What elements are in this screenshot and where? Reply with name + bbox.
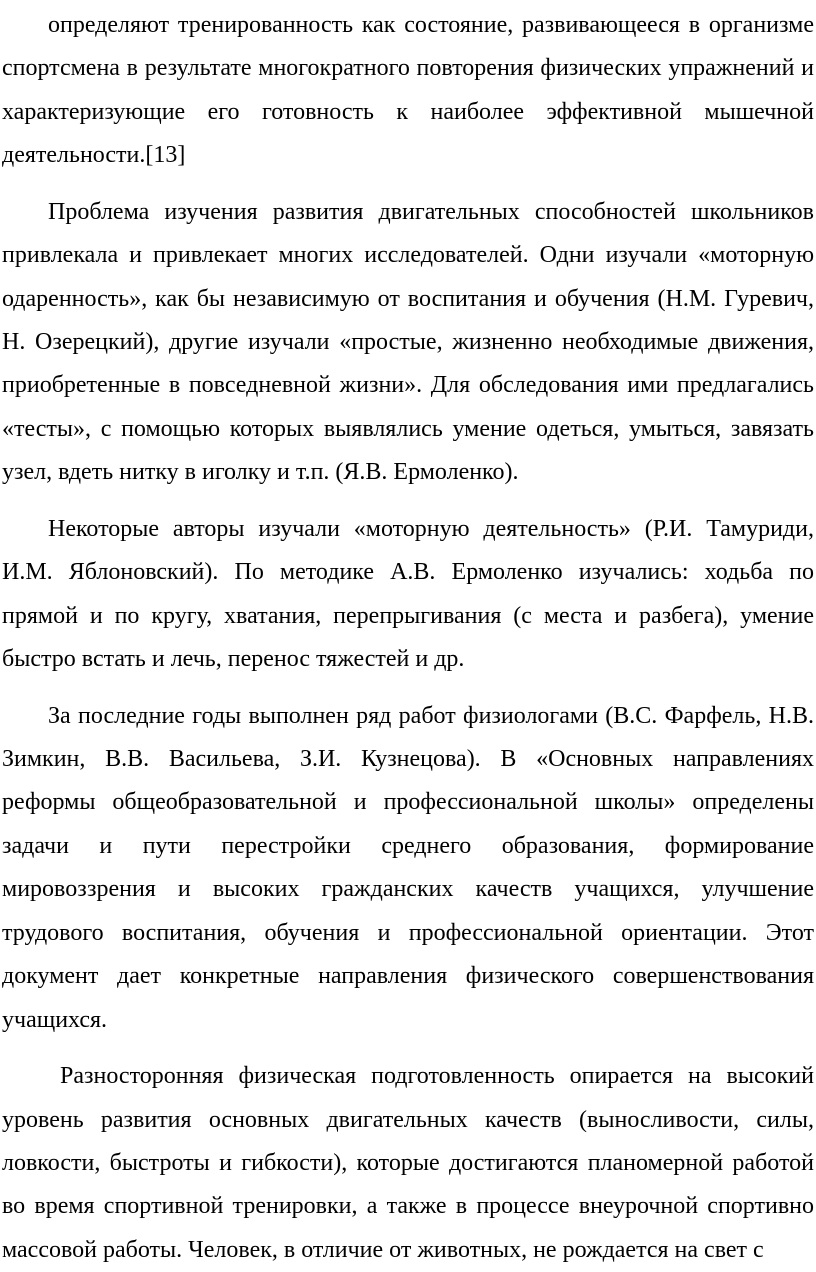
paragraph-2: Проблема изучения развития двигательных способностей школьников привлекала и привлекает многих исследователей. Одни изучали «моторную одаренность», как бы независимую от воспитания и обучения (Н.М. Гуревич, Н. Озерецкий), другие изучали «простые, жизненно необходимые движения, приобретенные в повседневной жизни». Для обследования ими предлагались «тесты», с помощью которых выявлялись умение одеться, умыться, завязать узел, вдеть нитку в иголку и т.п. (Я.В. Ермоленко). bbox=[2, 198, 814, 486]
paragraph-3: Некоторые авторы изучали «моторную деятельность» (Р.И. Тамуриди, И.М. Яблоновский). По методике А.В. Ермоленко изучались: ходьба по прямой и по кругу, хватания, перепрыгивания (с места и разбега), умение быстро встать и лечь, перенос тяжестей и др. bbox=[2, 515, 814, 673]
paragraph-1: определяют тренированность как состояние, развивающееся в организме спортсмена в результате многократного повторения физических упражнений и характеризующие его готовность к наиболее эффективной мышечной деятельности.[13] bbox=[2, 12, 814, 169]
paragraph-4: За последние годы выполнен ряд работ физиологами (В.С. Фарфель, Н.В. Зимкин, В.В. Васильева, З.И. Кузнецова). В «Основных направлениях реформы общеобразовательной и профессиональной школы» определены задачи и пути перестройки среднего образования, формирование мировоззрения и высоких гражданских качеств учащихся, улучшение трудового воспитания, обучения и профессиональной ориентации. Этот документ дает конкретные направления физического совершенствования учащихся. bbox=[2, 702, 814, 1033]
paragraph-5: Разносторонняя физическая подготовленность опирается на высокий уровень развития основных двигательных качеств (выносливости, силы, ловкости, быстроты и гибкости), которые достигаются планомерной работой во время спортивной тренировки, а также в процессе внеурочной спортивно массовой работы. Человек, в отличие от животных, не рождается на свет с bbox=[2, 1063, 814, 1263]
